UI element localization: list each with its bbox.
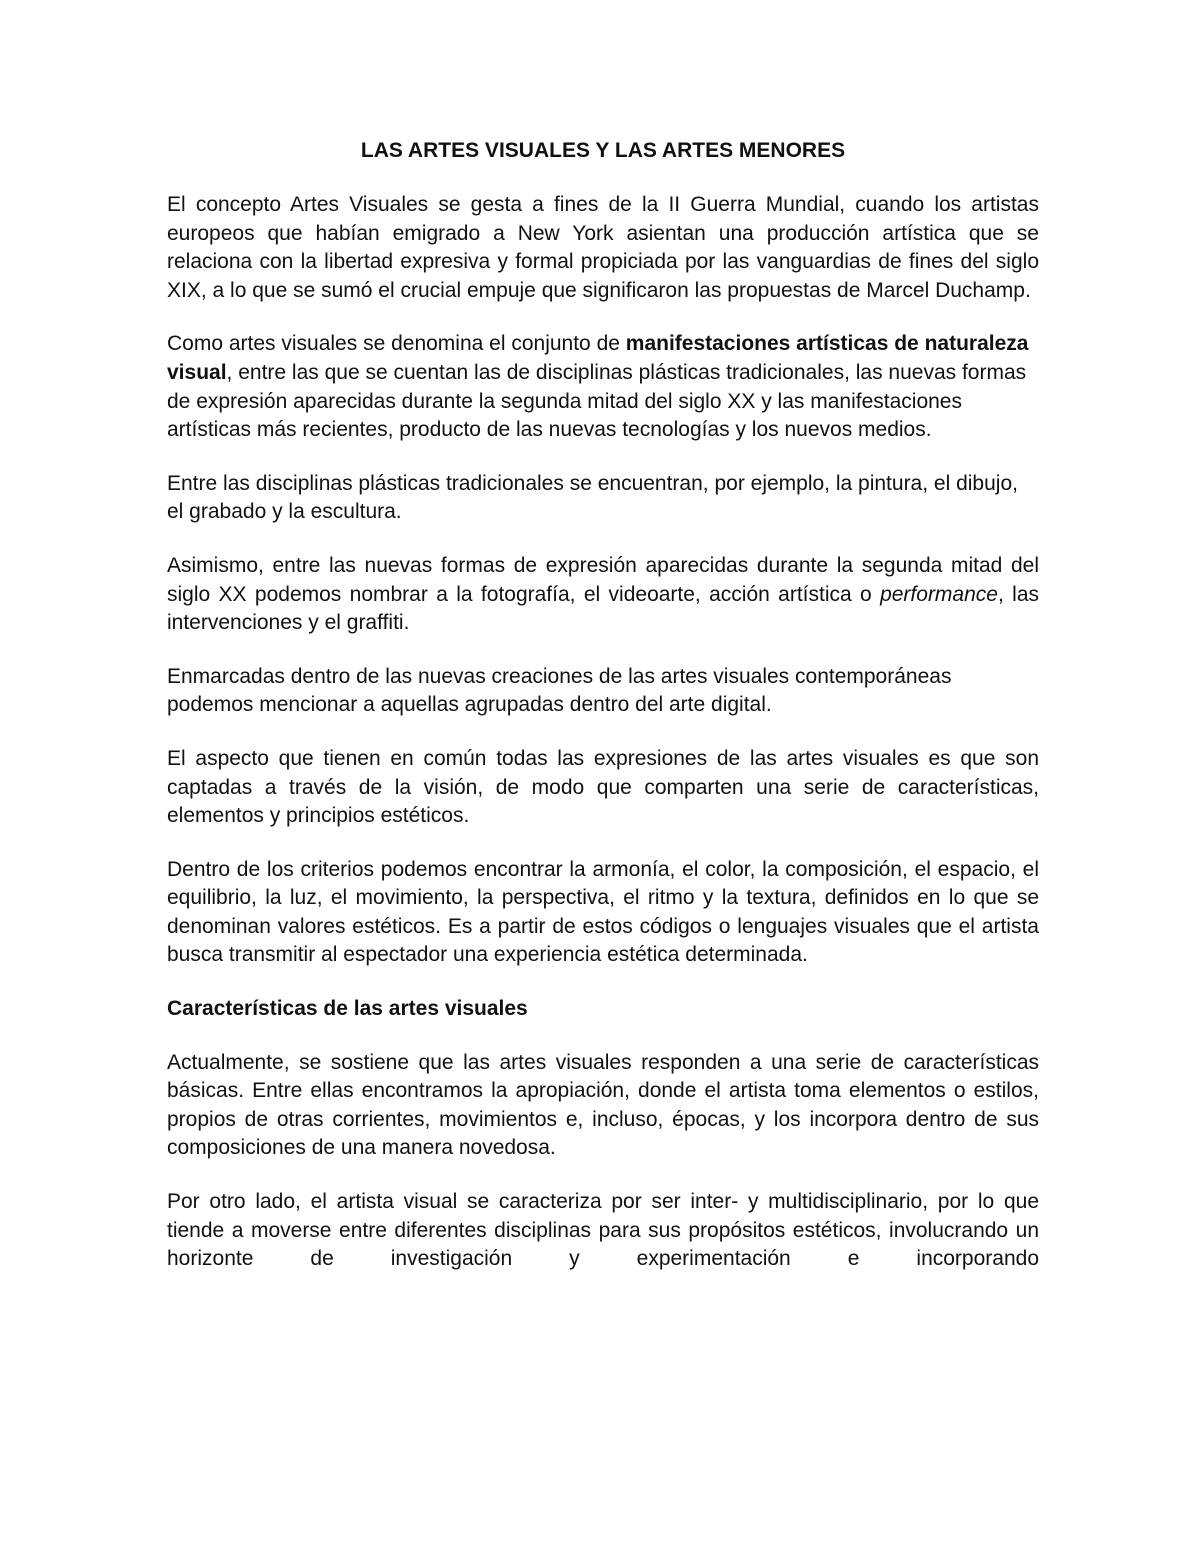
paragraph-actualmente: Actualmente, se sostiene que las artes visuales responden a una serie de características básicas. Entre ellas encontramos la apropiación, donde el artista toma elementos o estilos, propios de otras corrientes, movimientos e, incluso, épocas, y los incorpora dentro de sus composiciones de una manera novedosa.	[167, 1050, 1039, 1160]
paragraph-definicion	[167, 330, 1039, 444]
section-heading-caracteristicas: Características de las artes visuales	[167, 997, 528, 1021]
document-title: LAS ARTES VISUALES Y LAS ARTES MENORES	[360, 139, 846, 162]
paragraph-definicion-text-a: Como artes visuales se denomina el conjunto de	[167, 332, 626, 356]
paragraph-concepto: El concepto Artes Visuales se gesta a fines de la II Guerra Mundial, cuando los artistas europeos que habían emigrado a New York asientan una producción artística que se relaciona con la libertad expresiva y formal propiciada por las vanguardias de fines del siglo XIX, a lo que se sumó el crucial empuje que significaron las propuestas de Marcel Duchamp.	[167, 193, 1039, 302]
paragraph-arte-digital: Enmarcadas dentro de las nuevas creaciones de las artes visuales contemporáneas podemos mencionar a aquellas agrupadas dentro del arte digital.	[167, 664, 952, 717]
paragraph-disciplinas-tradicionales: Entre las disciplinas plásticas tradicionales se encuentran, por ejemplo, la pintura, el dibujo, el grabado y la escultura.	[167, 471, 1018, 524]
paragraph-definicion-text-b: , entre las que se cuentan las de disciplinas plásticas tradicionales, las nuevas formas de expresión aparecidas durante la segunda mitad del siglo XX y las manifestaciones artísticas más recientes, producto de las nuevas tecnologías y los nuevos medios.	[167, 360, 1027, 442]
paragraph-aspecto-comun: El aspecto que tienen en común todas las expresiones de las artes visuales es que son captadas a través de la visión, de modo que comparten una serie de características, elementos y principios estéticos.	[167, 746, 1039, 828]
paragraph-nuevas-formas	[167, 552, 1039, 638]
document-body	[167, 137, 1039, 1299]
paragraph-nuevas-formas-text-b: , las intervenciones y el graffiti.	[167, 582, 1040, 635]
paragraph-nuevas-formas-italic: performance	[880, 582, 998, 606]
paragraph-criterios: Dentro de los criterios podemos encontrar la armonía, el color, la composición, el espacio, el equilibrio, la luz, el movimiento, la perspectiva, el ritmo y la textura, definidos en lo que se denominan valores estéticos. Es a partir de estos códigos o lenguajes visuales que el artista busca transmitir al espectador una experiencia estética determinada.	[167, 857, 1039, 967]
paragraph-nuevas-formas-text-a: Asimismo, entre las nuevas formas de expresión aparecidas durante la segunda mitad del siglo XX podemos nombrar a la fotografía, el videoarte, acción artística o	[167, 553, 1039, 606]
paragraph-por-otro-lado: Por otro lado, el artista visual se caracteriza por ser inter- y multidisciplinario, por lo que tiende a moverse entre diferentes disciplinas para sus propósitos estéticos, involucrando un horizonte de investigación y experimentación e incorporando	[167, 1190, 1039, 1271]
paragraph-definicion-bold: manifestaciones artísticas de naturaleza visual	[167, 332, 1029, 384]
